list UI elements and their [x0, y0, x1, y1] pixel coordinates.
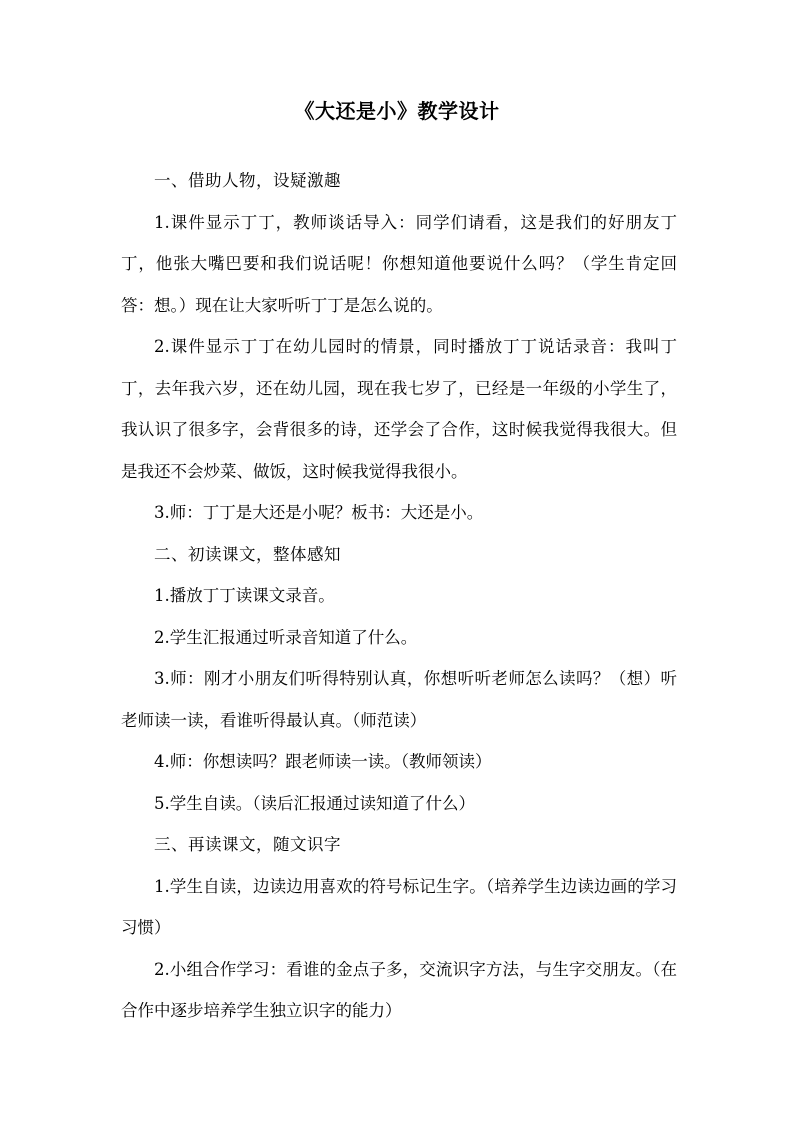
section-heading-2: 二、初读课文，整体感知 — [154, 544, 341, 564]
section-heading-3: 三、再读课文，随文识字 — [154, 835, 341, 854]
paragraph: 1.学生自读，边读边用喜欢的符号标记生字。（培养学生边读边画的学习习惯） — [121, 876, 677, 937]
paragraph: 3.师：丁丁是大还是小呢？板书：大还是小。 — [154, 503, 484, 522]
paragraph: 1.课件显示丁丁，教师谈话导入：同学们请看，这是我们的好朋友丁丁，他张大嘴巴要和我们说话呢！你想知道他要说什么吗？（学生肯定回答：想。）现在让大家听听丁丁是怎么说的。 — [121, 212, 677, 315]
paragraph: 3.师：刚才小朋友们听得特别认真，你想听听老师怎么读吗？（想）听老师读一读，看谁听得最认真。（师范读） — [121, 669, 677, 730]
paragraph: 5.学生自读。（读后汇报通过读知道了什么） — [154, 793, 475, 813]
paragraph: 4.师：你想读吗？跟老师读一读。（教师领读） — [154, 752, 492, 771]
section-heading-1: 一、借助人物，设疑激趣 — [154, 171, 341, 190]
paragraph: 2.学生汇报通过听录音知道了什么。 — [154, 627, 418, 647]
paragraph: 1.播放丁丁读课文录音。 — [154, 586, 335, 605]
paragraph: 2.小组合作学习：看谁的金点子多，交流识字方法，与生字交朋友。（在合作中逐步培养学生独立识字的能力） — [121, 959, 677, 1020]
document-body — [121, 160, 677, 1032]
paragraph: 2.课件显示丁丁在幼儿园时的情景，同时播放丁丁说话录音：我叫丁丁，去年我六岁，还在幼儿园，现在我七岁了，已经是一年级的小学生了，我认识了很多字，会背很多的诗，还学会了合作，这时候我觉得我很大。但是我还不会炒菜、做饭，这时候我觉得我很小。 — [121, 337, 677, 481]
document-title: 《大还是小》教学设计 — [294, 99, 500, 123]
